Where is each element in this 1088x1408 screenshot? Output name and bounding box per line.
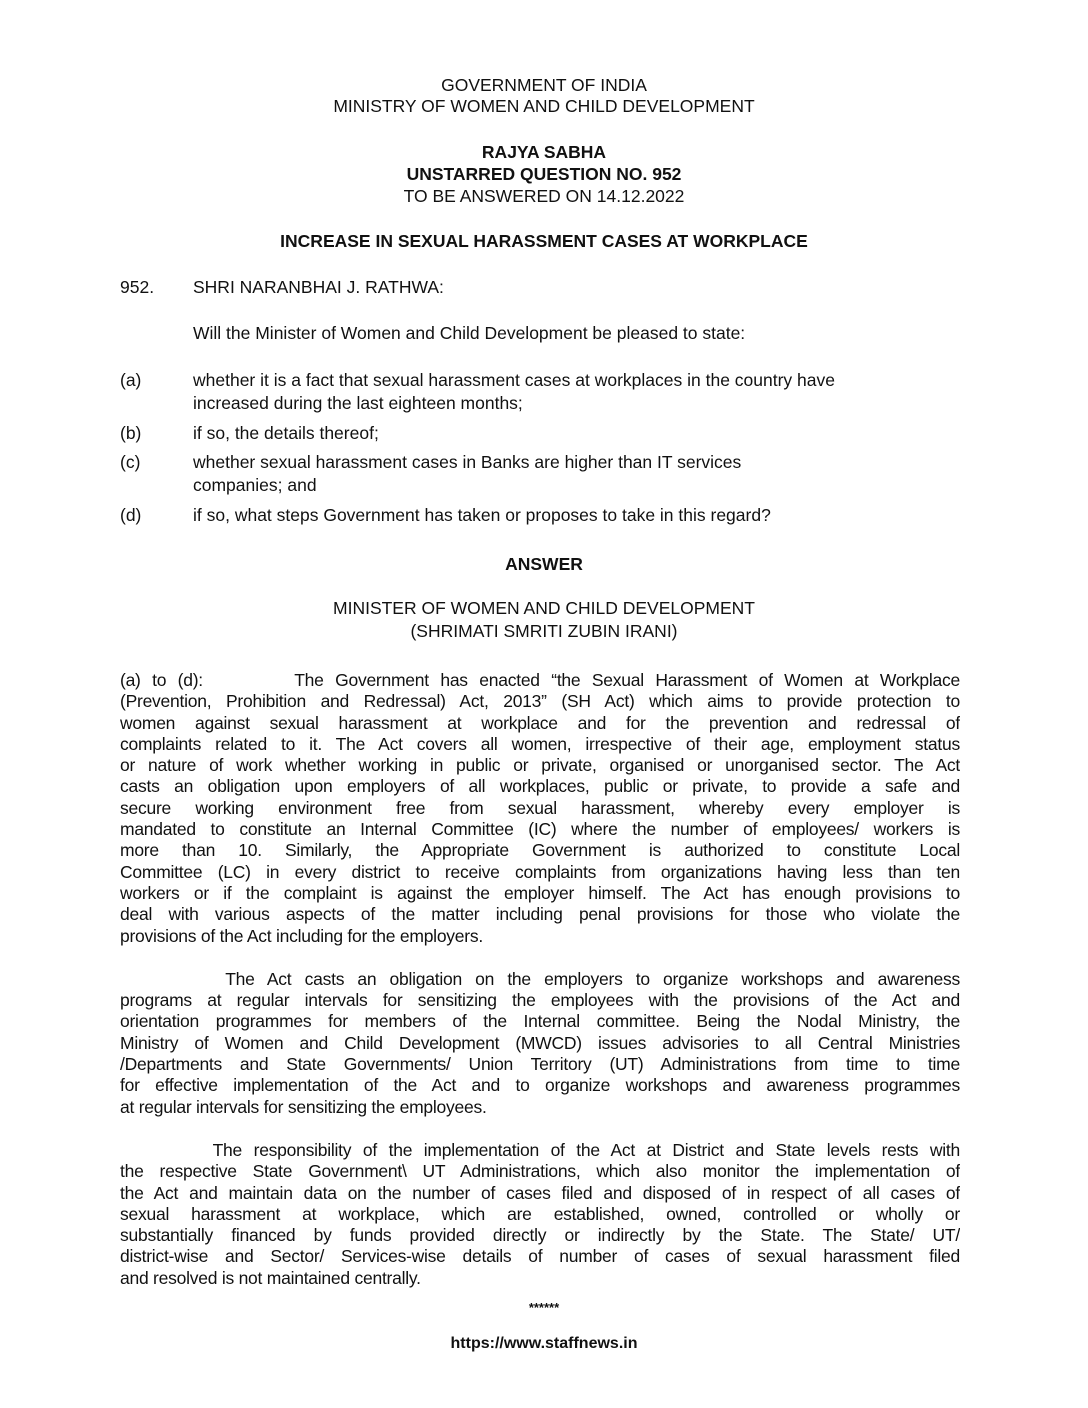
- end-mark: ******: [528, 1300, 560, 1316]
- part-label: (c): [120, 452, 141, 472]
- answer-paragraph: [120, 969, 960, 1118]
- paragraph-line: The Act casts an obligation on the employers to organize workshops and awareness: [120, 968, 960, 989]
- part-label: (a): [120, 370, 142, 390]
- paragraph-line: programs at regular intervals for sensitizing the employees with the provisions of the Act and: [120, 990, 960, 1011]
- government-heading: GOVERNMENT OF INDIA: [441, 75, 647, 95]
- part-line: increased during the last eighteen months;: [193, 393, 523, 413]
- paragraph-line: the respective State Government\ UT Administrations, which also monitor the implementation of: [120, 1161, 960, 1182]
- member-name: SHRI NARANBHAI J. RATHWA:: [193, 277, 444, 297]
- answer-heading: ANSWER: [505, 554, 583, 574]
- paragraph-line: district-wise and Sector/ Services-wise details of number of cases of sexual harassment filed: [120, 1246, 960, 1267]
- subject-heading: INCREASE IN SEXUAL HARASSMENT CASES AT WORKPLACE: [280, 231, 808, 251]
- part-line: if so, what steps Government has taken or proposes to take in this regard?: [193, 505, 771, 525]
- part-line: whether sexual harassment cases in Banks are higher than IT services: [193, 452, 742, 472]
- minister-name: (SHRIMATI SMRITI ZUBIN IRANI): [410, 621, 678, 641]
- paragraph-line: and resolved is not maintained centrally.: [120, 1267, 421, 1288]
- minister-title: MINISTER OF WOMEN AND CHILD DEVELOPMENT: [333, 598, 755, 618]
- paragraph-line: or nature of work whether working in public or private, organised or unorganised sector. The Act: [120, 755, 960, 776]
- paragraph-line: the Act and maintain data on the number of cases filed and disposed of in respect of all cases of: [120, 1182, 960, 1203]
- paragraph-line: at regular intervals for sensitizing the employees.: [120, 1096, 487, 1117]
- answer-paragraph: [120, 670, 960, 947]
- part-line: if so, the details thereof;: [193, 423, 379, 443]
- footer-url: https://www.staffnews.in: [450, 1335, 638, 1353]
- paragraph-line: The responsibility of the implementation of the Act at District and State levels rests with: [120, 1139, 960, 1160]
- paragraph-line: Committee (LC) in every district to receive complaints from organizations having less than ten: [120, 861, 960, 882]
- paragraph-line: workers or if the complaint is against the employer himself. The Act has enough provisions to: [120, 882, 960, 903]
- paragraph-line: complaints related to it. The Act covers all women, irrespective of their age, employment status: [120, 733, 960, 754]
- paragraph-line: (Prevention, Prohibition and Redressal) Act, 2013” (SH Act) which aims to provide protection to: [120, 691, 960, 712]
- paragraph-line: casts an obligation upon employers of all workplaces, public or private, to provide a safe and: [120, 776, 960, 797]
- question-number-heading: UNSTARRED QUESTION NO. 952: [406, 164, 682, 184]
- answer-paragraph: [120, 1140, 960, 1289]
- paragraph-line: (a) to (d): The Government has enacted “the Sexual Harassment of Women at Workplace: [120, 670, 960, 690]
- answer-flow: [120, 670, 960, 1355]
- intro-text: Will the Minister of Women and Child Development be pleased to state:: [193, 323, 746, 343]
- house-heading: RAJYA SABHA: [481, 142, 607, 162]
- ministry-heading: MINISTRY OF WOMEN AND CHILD DEVELOPMENT: [333, 96, 755, 116]
- paragraph-line: sexual harassment at workplace, which are established, owned, controlled or wholly or: [120, 1203, 960, 1224]
- paragraph-line: women against sexual harassment at workplace and for the prevention and redressal of: [120, 712, 960, 733]
- part-text: [193, 422, 953, 445]
- paragraph-line: more than 10. Similarly, the Appropriate Government is authorized to constitute Local: [120, 840, 960, 861]
- part-label: (d): [120, 505, 142, 525]
- paragraph-line: Ministry of Women and Child Development (MWCD) issues advisories to all Central Ministries: [120, 1032, 960, 1053]
- paragraph-line: mandated to constitute an Internal Committee (IC) where the number of employees/ workers is: [120, 819, 960, 840]
- answer-body: [120, 670, 960, 1289]
- paragraph-line: /Departments and State Governments/ Union Territory (UT) Administrations from time to time: [120, 1054, 960, 1075]
- part-text: [193, 451, 953, 497]
- part-line: companies; and: [193, 475, 317, 495]
- part-text: [193, 504, 953, 527]
- paragraph-line: orientation programmes for members of the Internal committee. Being the Nodal Ministry, the: [120, 1011, 960, 1032]
- paragraph-line: substantially financed by funds provided directly or indirectly by the State. The State/ UT/: [120, 1225, 960, 1246]
- part-text: [193, 369, 953, 415]
- paragraph-line: deal with various aspects of the matter including penal provisions for those who violate the: [120, 904, 960, 925]
- part-label: (b): [120, 423, 142, 443]
- paragraph-line: secure working environment free from sexual harassment, whereby every employer is: [120, 797, 960, 818]
- paragraph-line: for effective implementation of the Act and to organize workshops and awareness programmes: [120, 1075, 960, 1096]
- paragraph-line: provisions of the Act including for the employers.: [120, 925, 483, 946]
- part-line: whether it is a fact that sexual harassment cases at workplaces in the country have: [193, 370, 835, 390]
- question-number: 952.: [120, 277, 155, 297]
- answer-date: TO BE ANSWERED ON 14.12.2022: [403, 186, 685, 206]
